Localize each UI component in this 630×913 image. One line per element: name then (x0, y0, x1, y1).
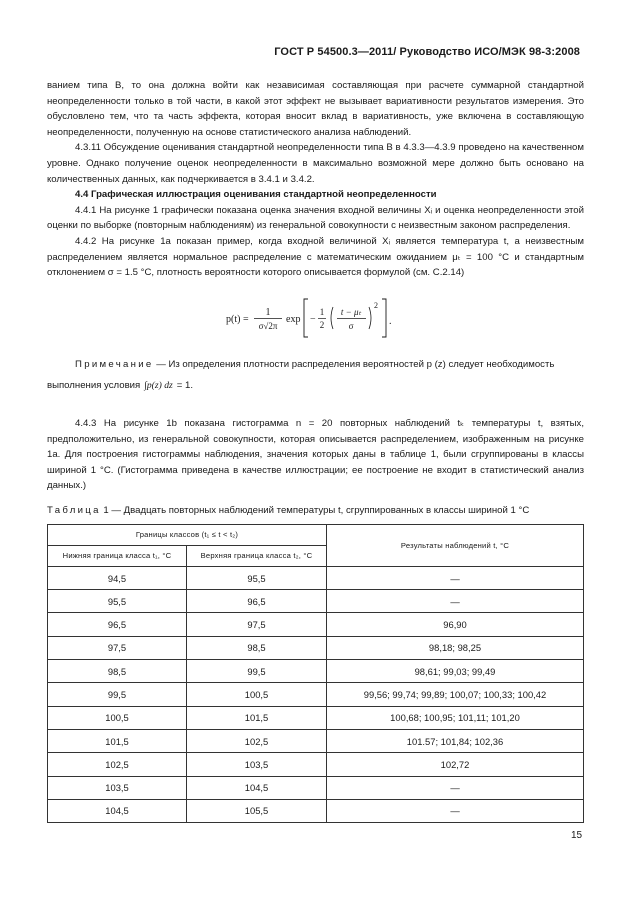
table-group-header: Границы классов (t₁ ≤ t < t₂) (48, 524, 327, 545)
paragraph-continuation: ванием типа В, то она должна войти как независимая составляющая при расчете суммарной стандартной неопределенности только в той части, в какой этот эффект не вызывает вариативности результатов измерения. Это обусловлено тем, что та часть эффекта, которая вносит вклад в вариативность, уже включена в составляющую неопределенности, полученную на основе статистического анализа наблюдений. (47, 80, 584, 138)
table-row (48, 799, 584, 822)
formula-power: 2 (373, 300, 378, 310)
table-cell-upper: 96,5 (187, 590, 327, 613)
table-header-lower: Нижняя граница класса t₁, °С (48, 545, 187, 566)
table-cell-results: 101.57; 101,84; 102,36 (327, 729, 584, 752)
paragraph-4-4-1: 4.4.1 На рисунке 1 графически показана оценка значения входной величины Xᵢ и оценка неопределенности этой оценки по выборке (повторным наблюдениям) из генеральной совокупности с неизвестным законом распределения. (47, 204, 584, 232)
table-cell-lower: 101,5 (48, 729, 187, 752)
table-row (48, 729, 584, 752)
table-cell-upper: 97,5 (187, 613, 327, 636)
section-heading-4-4: 4.4 Графическая иллюстрация оценивания стандартной неопределенности (75, 189, 437, 201)
table-cell-lower: 100,5 (48, 706, 187, 729)
paragraph-4-3-11: 4.3.11 Обсуждение оценивания стандартной неопределенности типа В в 4.3.3—4.3.9 проведено на качественном уровне. Однако получение оценок неопределенности в максимально возможной мере должно быть основано на количественных данных, как подчеркивается в 3.4.1 и 3.4.2. (47, 142, 584, 185)
observations-table (47, 524, 584, 823)
table-cell-lower: 102,5 (48, 753, 187, 776)
table-cell-lower: 104,5 (48, 799, 187, 822)
table-header-results: Результаты наблюдений t, °С (327, 524, 584, 566)
table-cell-lower: 99,5 (48, 683, 187, 706)
note-condition-text: выполнения условия (47, 380, 141, 392)
note-label: Примечание (75, 358, 154, 370)
table-cell-results: 100,68; 100,95; 101,11; 101,20 (327, 706, 584, 729)
table-cell-upper: 95,5 (187, 566, 327, 589)
paragraph-4-4-3: 4.4.3 На рисунке 1b показана гистограмма n = 20 повторных наблюдений tₖ температуры t, взятых, предположительно, из генеральной совокупности, которая описывается распределением, изображенным на рисунке 1а. Для построения гистограммы наблюдения, значения которых даны в таблице 1, были сгруппированы в классы шириной 1 °С. (Гистограмма приведена в качестве иллюстрации; ее построение не входит в статистический анализ данных.) (47, 417, 584, 492)
formula-minus: − (309, 313, 316, 325)
table-cell-upper: 101,5 (187, 706, 327, 729)
table-row (48, 660, 584, 683)
table-cell-upper: 102,5 (187, 729, 327, 752)
formula-trail: . (388, 315, 391, 327)
table-cell-lower: 95,5 (48, 590, 187, 613)
table-cell-results: 98,18; 98,25 (327, 636, 584, 659)
table-cell-upper: 104,5 (187, 776, 327, 799)
formula-inner-num: t − μₜ (340, 306, 361, 317)
formula-half-den: 2 (319, 319, 324, 330)
note-integral: ∫p(z) dz (144, 380, 173, 392)
table-row (48, 590, 584, 613)
density-formula (47, 291, 584, 345)
table-row (48, 683, 584, 706)
table-cell-upper: 105,5 (187, 799, 327, 822)
table-cell-lower: 94,5 (48, 566, 187, 589)
formula-frac-num: 1 (265, 306, 270, 318)
formula-half-num: 1 (319, 306, 324, 317)
table-caption-text: 1 — Двадцать повторных наблюдений температуры t, сгруппированных в классы шириной 1 °С (100, 504, 530, 516)
table-row (48, 776, 584, 799)
table-cell-results: 96,90 (327, 613, 584, 636)
table-row (48, 753, 584, 776)
table-cell-results: 102,72 (327, 753, 584, 776)
page-body (47, 78, 584, 823)
note-condition-end: = 1. (176, 380, 194, 392)
formula-frac-den: σ√2π (258, 320, 277, 331)
table-header-upper: Верхняя граница класса t₂, °С (187, 545, 327, 566)
table-cell-lower: 103,5 (48, 776, 187, 799)
document-header: ГОСТ Р 54500.3—2011/ Руководство ИСО/МЭК 98-3:2008 (274, 46, 580, 58)
table-cell-lower: 96,5 (48, 613, 187, 636)
note-paragraph (47, 357, 584, 373)
table-body (48, 566, 584, 822)
table-caption (47, 503, 584, 518)
table-row (48, 706, 584, 729)
table-caption-label: Таблица (47, 504, 101, 516)
table-cell-results: — (327, 590, 584, 613)
table-cell-upper: 100,5 (187, 683, 327, 706)
table-row (48, 636, 584, 659)
formula-lhs: p(t) = (225, 313, 249, 325)
note-text: — Из определения плотности распределения вероятностей p (z) следует необходимость (153, 358, 555, 370)
table-cell-upper: 103,5 (187, 753, 327, 776)
formula-inner-den: σ (348, 320, 353, 331)
table-cell-upper: 99,5 (187, 660, 327, 683)
table-cell-lower: 97,5 (48, 636, 187, 659)
page-number: 15 (571, 830, 583, 841)
table-row (48, 613, 584, 636)
note-condition (47, 378, 584, 394)
table-cell-lower: 98,5 (48, 660, 187, 683)
table-cell-results: 98,61; 99,03; 99,49 (327, 660, 584, 683)
table-cell-results: 99,56; 99,74; 99,89; 100,07; 100,33; 100,42 (327, 683, 584, 706)
table-cell-upper: 98,5 (187, 636, 327, 659)
table-cell-results: — (327, 799, 584, 822)
paragraph-4-4-2: 4.4.2 На рисунке 1а показан пример, когда входной величиной Xᵢ является температура t, а неизвестным распределением является нормальное распределение с математическим ожиданием μₜ = 100 °С и стандартным отклонением σ = 1.5 °С, плотность вероятности которого описывается формулой (см. С.2.14) (47, 235, 584, 279)
formula-exp: exp (285, 313, 300, 325)
table-cell-results: — (327, 566, 584, 589)
table-row (48, 566, 584, 589)
table-cell-results: — (327, 776, 584, 799)
